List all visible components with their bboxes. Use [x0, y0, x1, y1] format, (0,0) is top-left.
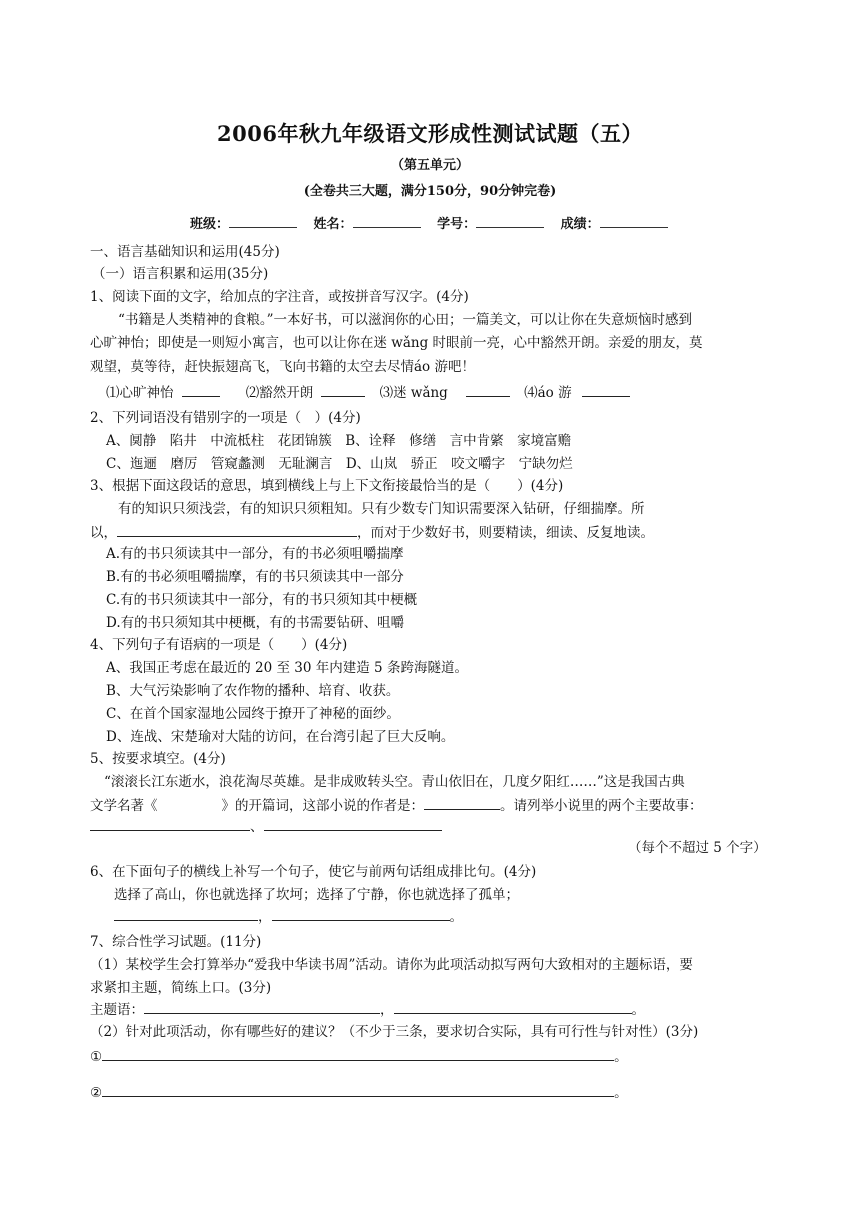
- q5-separator: 、: [250, 819, 264, 835]
- q5-author-blank[interactable]: [424, 795, 500, 810]
- q5-passage-line2: [90, 795, 703, 816]
- q1-answer2[interactable]: [321, 382, 365, 397]
- q7-suggestion1-blank[interactable]: [102, 1046, 614, 1061]
- q3-option-d: D.有的书只须知其中梗概，有的书需要钻研、咀嚼: [106, 615, 405, 631]
- q2-options-cd: C、迤逦 磨厉 管窥蠡测 无耻澜言 D、山岚 骄正 咬文嚼字 宁缺勿烂: [106, 456, 573, 472]
- q5-text-c: 。请列举小说里的两个主要故事：: [500, 798, 703, 814]
- q3-option-c: C.有的书只须读其中一部分，有的书只须知其中梗概: [106, 592, 418, 608]
- exam-title: 2006年秋九年级语文形成性测试试题（五）: [217, 121, 643, 146]
- q4-option-c: C、在首个国家湿地公园终于撩开了神秘的面纱。: [106, 706, 400, 722]
- exam-note: (全卷共三大题，满分150分，90分钟完卷): [303, 184, 557, 199]
- q3-stem: 3、根据下面这段话的意思，填到横线上与上下文衔接最恰当的是（ ）(4分): [90, 478, 564, 494]
- q6-comma: ，: [258, 909, 272, 925]
- q5-story1-blank[interactable]: [90, 816, 250, 831]
- q6-blank2[interactable]: [272, 906, 450, 921]
- q3-option-a: A.有的书只须读其中一部分，有的书必须咀嚼揣摩: [106, 546, 404, 562]
- q5-story-blanks: [90, 816, 442, 837]
- q7-slogan-row: [90, 999, 645, 1020]
- q7-slogan1-blank[interactable]: [144, 999, 380, 1014]
- q3-passage-line1: 有的知识只须浅尝，有的知识只须粗知。只有少数专门知识需要深入钻研，仔细揣摩。所: [118, 501, 645, 517]
- subsection-heading: （一）语言积累和运用(35分): [92, 266, 269, 282]
- id-blank[interactable]: [476, 215, 544, 228]
- q7-period1: 。: [614, 1049, 628, 1065]
- q6-passage: 选择了高山，你也就选择了坎坷；选择了宁静，你也就选择了孤单；: [114, 887, 519, 903]
- q7-period: 。: [631, 1002, 645, 1018]
- name-blank[interactable]: [353, 215, 421, 228]
- q2-options-ab: A、阒静 陷井 中流柢柱 花团锦簇 B、诠释 修缮 言中肯綮 家境富赡: [106, 433, 572, 449]
- student-info-row: [190, 213, 680, 232]
- q3-text-b: ，而对于少数好书，则要精读，细读、反复地读。: [357, 525, 654, 541]
- q1-answer3[interactable]: [466, 382, 510, 397]
- q5-text-b: 》的开篇词，这部小说的作者是：: [221, 798, 424, 814]
- section-heading: 一、语言基础知识和运用(45分): [90, 244, 280, 260]
- q3-blank[interactable]: [117, 522, 357, 537]
- q6-blank1[interactable]: [114, 906, 258, 921]
- q3-text-a: 以，: [90, 525, 117, 541]
- q4-stem: 4、下列句子有语病的一项是（ ）(4分): [90, 637, 348, 653]
- q1-answer1[interactable]: [182, 382, 220, 397]
- q1-item1: ⑴心旷神怡: [106, 385, 174, 401]
- q1-passage-line2: 心旷神怡；即使是一则短小寓言，也可以让你在迷 wǎng 时眼前一亮，心中豁然开朗。亲爱的朋友，莫: [90, 335, 703, 351]
- q7-part1-line2: 求紧扣主题，简练上口。(3分): [90, 980, 272, 996]
- q1-item2: ⑵豁然开朗: [245, 385, 314, 401]
- q1-item4: ⑷áo 游: [524, 385, 572, 401]
- unit-label: （第五单元）: [390, 158, 469, 173]
- q7-period2: 。: [614, 1085, 628, 1101]
- q3-passage-line2: [90, 522, 654, 543]
- q5-text-a: 文学名著《: [90, 798, 158, 814]
- q3-option-b: B.有的书必须咀嚼揣摩，有的书只须读其中一部分: [106, 569, 404, 585]
- q4-option-a: A、我国正考虑在最近的 20 至 30 年内建造 5 条跨海隧道。: [106, 660, 468, 676]
- q1-item3: ⑶迷 wǎng: [379, 385, 448, 401]
- q5-passage-line1: “滚滚长江东逝水，浪花淘尽英雄。是非成败转头空。青山依旧在，几度夕阳红……”这是我国古典: [104, 774, 685, 790]
- q7-slogan-label: 主题语：: [90, 1002, 144, 1018]
- score-label: 成绩：: [560, 217, 600, 232]
- q7-part2: （2）针对此项活动，你有哪些好的建议？（不少于三条，要求切合实际，具有可行性与针对性）(3分): [90, 1024, 699, 1040]
- class-blank[interactable]: [229, 215, 297, 228]
- q6-stem: 6、在下面句子的横线上补写一个句子，使它与前两句话组成排比句。(4分): [90, 864, 537, 880]
- q5-story2-blank[interactable]: [264, 816, 442, 831]
- score-blank[interactable]: [600, 215, 668, 228]
- q1-stem: 1、阅读下面的文字，给加点的字注音，或按拼音写汉字。(4分): [90, 289, 469, 305]
- q2-stem: 2、下列词语没有错别字的一项是（ ）(4分): [90, 410, 361, 426]
- q1-answer4[interactable]: [582, 382, 630, 397]
- q7-suggestion2-blank[interactable]: [102, 1082, 614, 1097]
- id-label: 学号：: [437, 217, 477, 232]
- q7-slogan2-blank[interactable]: [394, 999, 632, 1014]
- q7-num2: ②: [90, 1085, 103, 1101]
- q4-option-d: D、连战、宋楚瑜对大陆的访问，在台湾引起了巨大反响。: [106, 729, 455, 745]
- q7-suggestion1-row: [90, 1046, 628, 1067]
- q1-passage-line3: 观望，莫等待，赶快振翅高飞，飞向书籍的太空去尽情áo 游吧！: [90, 359, 475, 375]
- q5-hint: （每个不超过 5 个字）: [628, 840, 767, 856]
- q6-period: 。: [449, 909, 463, 925]
- q1-passage-line1: “书籍是人类精神的食粮。”一本好书，可以滋润你的心田；一篇美文，可以让你在失意烦恼时感到: [118, 312, 693, 328]
- q7-suggestion2-row: [90, 1082, 628, 1103]
- name-label: 姓名：: [313, 217, 353, 232]
- q5-stem: 5、按要求填空。(4分): [90, 751, 226, 767]
- q7-comma: ，: [380, 1002, 394, 1018]
- q1-items: [106, 382, 630, 403]
- q7-num1: ①: [90, 1049, 103, 1065]
- q7-part1-line1: （1）某校学生会打算举办“爱我中华读书周”活动。请你为此项活动拟写两句大致相对的主题标语，要: [90, 957, 693, 973]
- q4-option-b: B、大气污染影响了农作物的播种、培育、收获。: [106, 683, 400, 699]
- q6-blanks: [114, 906, 463, 927]
- class-label: 班级：: [190, 217, 230, 232]
- q7-stem: 7、综合性学习试题。(11分): [90, 934, 262, 950]
